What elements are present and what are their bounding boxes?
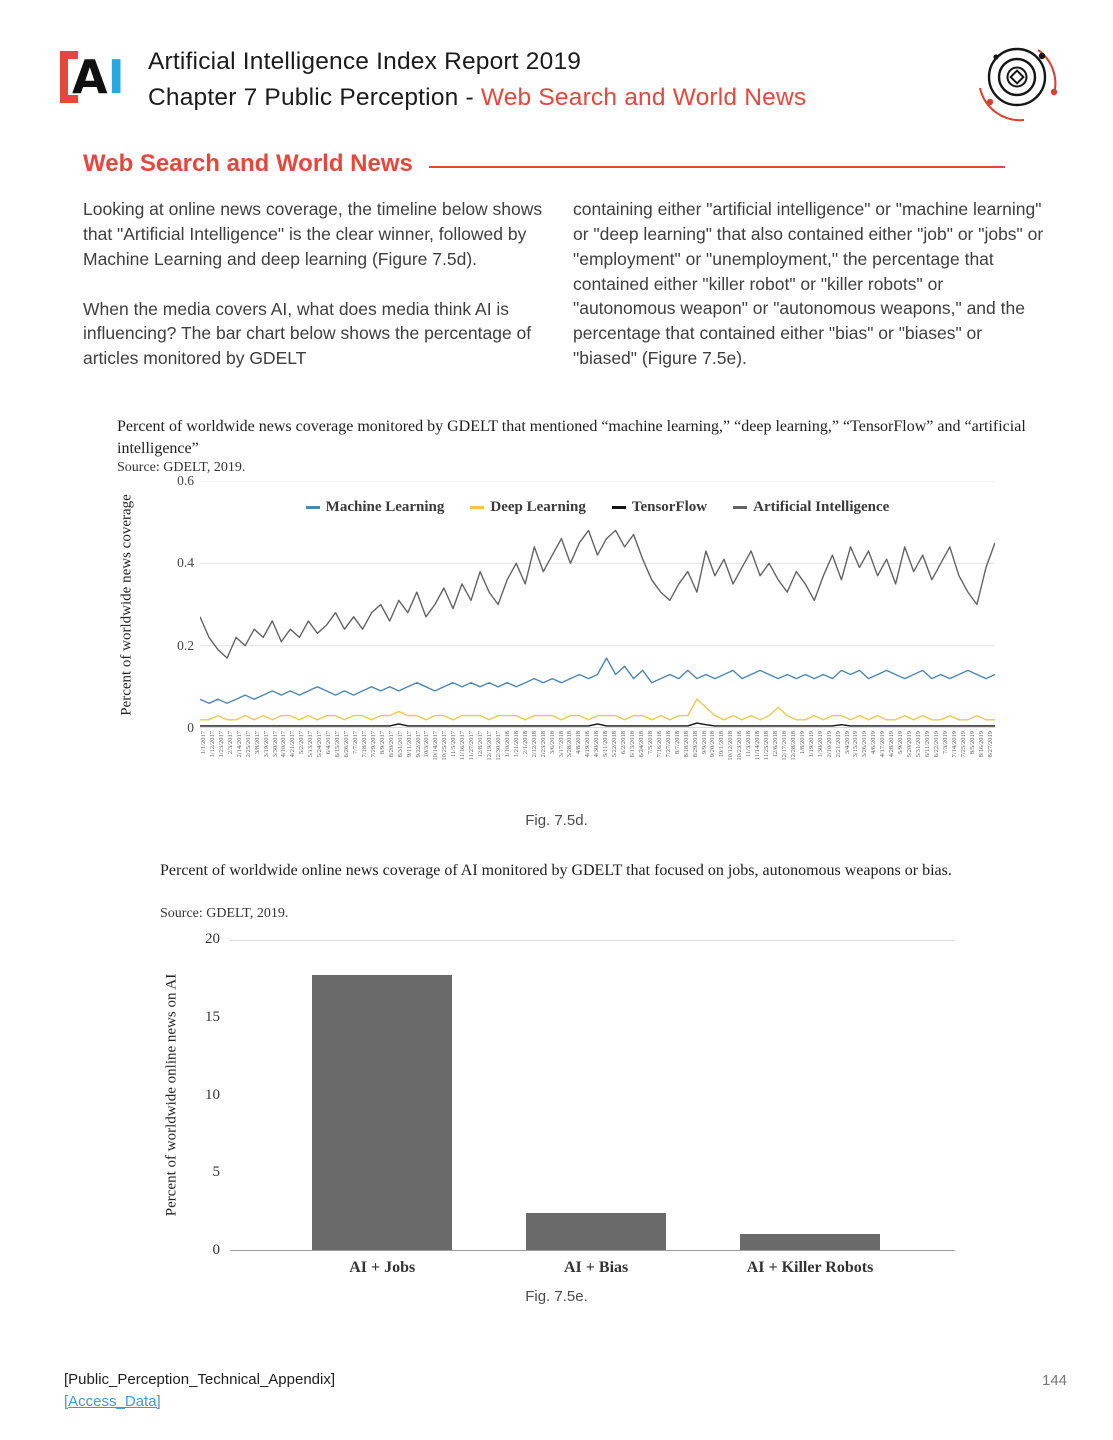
- section-heading: [83, 150, 1005, 178]
- fig1-x-tick-label: 8/20/2017: [387, 731, 395, 758]
- fig1-x-tick-label: 3/17/2018: [557, 731, 565, 758]
- fig1-y-axis-label: Percent of worldwide news coverage: [118, 494, 135, 716]
- fig1-x-tick-label: 1/12/2017: [208, 731, 216, 758]
- legend-item-deep-learning: [470, 499, 585, 516]
- fig1-x-tick-label: 6/13/2018: [629, 731, 636, 758]
- gridline: [230, 940, 955, 941]
- fig1-x-tick-label: 2/23/2018: [539, 731, 547, 758]
- fig1-x-tick-label: 3/4/2019: [843, 731, 851, 755]
- fig1-x-tick-label: 1/21/2018: [512, 731, 520, 758]
- fig1-x-tick-label: 11/25/2018: [763, 731, 771, 761]
- line-tensorflow: [200, 723, 995, 726]
- chapter-subtitle-highlight: Web Search and World News: [480, 84, 807, 111]
- fig1-x-tick-label: 2/14/2017: [235, 731, 243, 758]
- bar-ai-bias: [526, 1213, 666, 1250]
- bar-ai-jobs: [312, 975, 452, 1250]
- fig1-x-tick-label: 3/8/2017: [253, 731, 261, 755]
- legend-label: TensorFlow: [631, 499, 708, 515]
- fig1-x-tick-label: 4/8/2018: [575, 731, 583, 755]
- fig1-title: Percent of worldwide news coverage monitored by GDELT that mentioned “machine learning,” “deep learning,” “TensorFlow” and “artificial intelligence”: [117, 418, 1026, 457]
- fig1-x-tick-label: 9/22/2017: [414, 731, 422, 758]
- fig1-x-tick-label: 4/6/2019: [870, 731, 878, 755]
- line-machine-learning: [200, 658, 995, 703]
- page-number: 144: [1042, 1372, 1068, 1389]
- fig1-x-tick-label: 12/8/2017: [477, 731, 485, 758]
- fig1-y-tick-label: 0.4: [177, 555, 194, 571]
- legend-dash-icon: [306, 506, 320, 509]
- fig1-x-tick-label: 7/18/2017: [360, 731, 368, 758]
- fig2-plot-area: [230, 940, 955, 1251]
- fig1-x-tick-label: 1/1/2017: [200, 731, 207, 755]
- fig1-x-tick-label: 11/27/2017: [468, 731, 476, 761]
- fig2-title: Percent of worldwide online news coverage of AI monitored by GDELT that focused on jobs, autonomous weapons or bias.: [160, 862, 952, 879]
- fig1-x-tick-label: 9/20/2018: [709, 731, 717, 758]
- fig1-x-tick-label: 1/19/2019: [807, 731, 815, 758]
- fig1-x-tick-label: 2/12/2018: [530, 731, 538, 758]
- fig1-x-tick-label: 1/8/2019: [798, 731, 806, 755]
- fig1-x-tick-label: 5/9/2019: [897, 731, 905, 755]
- fig1-x-tick-label: 5/24/2017: [316, 731, 324, 758]
- fig1-caption: Fig. 7.5d.: [525, 812, 588, 829]
- fig1-x-tick-label: 7/7/2017: [351, 731, 359, 755]
- fig1-x-tick-label: 7/14/2019: [950, 731, 958, 758]
- legend-dash-icon: [612, 506, 626, 509]
- fig1-x-tick-label: 6/11/2019: [923, 731, 931, 758]
- fig1-x-tick-label: 3/6/2018: [548, 731, 556, 755]
- chapter-subtitle: [148, 84, 806, 112]
- fig1-x-tick-label: 8/7/2018: [673, 731, 681, 755]
- fig1-x-tick-label: 6/4/2017: [325, 731, 333, 755]
- fig2-y-tick-label: 0: [212, 1242, 220, 1258]
- fig2-category-labels: [230, 1259, 955, 1285]
- ai-index-logo: [60, 46, 125, 108]
- fig1-y-tick-label: 0.6: [177, 473, 194, 488]
- fig1-x-tick-label: 8/27/2019: [986, 731, 994, 758]
- fig1-x-tick-label: 4/17/2019: [879, 731, 887, 758]
- fig1-x-tick-label: 12/6/2018: [772, 731, 779, 758]
- fig1-x-tick-label: 6/22/2019: [932, 731, 940, 758]
- fig1-x-tick-label: 1/30/2019: [816, 731, 824, 758]
- report-header: [148, 48, 806, 112]
- fig2-source: Source: GDELT, 2019.: [160, 906, 289, 921]
- fig1-x-tick-label: 10/23/2018: [736, 731, 744, 761]
- fig1-plot-area: [200, 481, 995, 728]
- fig1-x-tick-label: 11/14/2018: [754, 731, 762, 761]
- fig2-category-label: AI + Jobs: [349, 1259, 416, 1276]
- fig1-x-tick-label: 5/13/2017: [307, 731, 315, 758]
- fig1-x-tick-label: 5/31/2019: [915, 731, 922, 758]
- fig1-x-tick-label: 5/11/2018: [602, 731, 610, 758]
- access-data-link[interactable]: [Access_Data]: [64, 1393, 161, 1410]
- fig1-x-tick-label: 12/30/2017: [494, 731, 502, 761]
- fig1-x-tick-label: 8/16/2019: [977, 731, 985, 758]
- fig2-y-tick-label: 20: [205, 931, 220, 947]
- fig1-x-tick-label: 10/1/2018: [718, 731, 726, 758]
- fig2-y-tick-label: 5: [212, 1164, 220, 1181]
- report-title: Artificial Intelligence Index Report 2019: [148, 48, 582, 75]
- body-paragraph: When the media covers AI, what does media think AI is influencing? The bar chart below shows the percentage of articles monitored by GDELT: [83, 298, 532, 369]
- fig1-x-tick-label: 3/15/2019: [852, 731, 860, 758]
- footer-appendix-label: [Public_Perception_Technical_Appendix]: [64, 1371, 336, 1388]
- fig1-legend: [200, 499, 995, 516]
- fig1-x-tick-label: 11/5/2017: [450, 731, 458, 758]
- fig1-y-tick-label: 0: [187, 720, 194, 735]
- fig2-y-tick-label: 15: [205, 1008, 220, 1025]
- fig1-x-tick-label: 5/20/2019: [906, 731, 914, 758]
- fig1-x-tick-label: 8/29/2018: [691, 731, 699, 758]
- fig1-x-tick-label: 8/5/2019: [968, 731, 976, 755]
- fig1-x-tick-label: 10/14/2017: [432, 731, 440, 761]
- chapter-subtitle-prefix: Chapter 7 Public Perception -: [148, 84, 481, 111]
- footer-access-data: [64, 1393, 161, 1410]
- fig1-x-tick-label: 8/31/2017: [396, 731, 404, 758]
- fig2-y-axis-label: Percent of worldwide online news on AI: [163, 973, 180, 1217]
- orbital-emblem-logo: [968, 32, 1064, 133]
- fig1-x-tick-label: 6/15/2017: [334, 731, 342, 758]
- section-rule: [429, 166, 1005, 168]
- fig1-x-tick-label: 3/30/2017: [271, 731, 279, 758]
- line-artificial-intelligence: [200, 530, 995, 658]
- body-paragraph: containing either "artificial intelligence" or "machine learning" or "deep learning" that also contained either "job" or "jobs" or "employment" or "unemployment," the percentage that contained either "killer robot" or "killer robots" or "autonomous weapon" or "autonomous weapons," and the percentage that contained either "bias" or "biases" or "biased" (Figure 7.5e).: [573, 199, 1044, 369]
- fig1-x-tick-label: 10/12/2018: [727, 731, 735, 761]
- fig2-category-label: AI + Bias: [564, 1259, 629, 1276]
- fig1-x-tick-label: 4/10/2017: [280, 731, 288, 758]
- fig1-x-tick-label: 3/19/2017: [262, 731, 270, 758]
- fig2-y-ticks: [176, 931, 220, 1258]
- fig1-x-tick-label: 4/21/2017: [289, 731, 297, 758]
- fig1-x-tick-label: 12/28/2018: [789, 731, 797, 761]
- orbital-emblem-icon: [968, 32, 1064, 128]
- fig1-x-tick-label: 2/21/2019: [834, 731, 842, 758]
- legend-item-tensorflow: [612, 499, 707, 516]
- legend-item-artificial-intelligence: [733, 499, 889, 516]
- fig1-y-tick-label: 0.2: [177, 637, 194, 653]
- legend-label: Machine Learning: [325, 499, 445, 515]
- fig1-x-tick-label: 3/26/2019: [861, 731, 869, 758]
- fig1-x-tick-label: 8/18/2018: [682, 731, 690, 758]
- fig1-x-tick-label: 7/29/2017: [369, 731, 377, 758]
- fig1-x-tick-label: 2/25/2017: [244, 731, 252, 758]
- section-title: Web Search and World News: [83, 150, 413, 177]
- fig2-y-tick-label: 10: [205, 1086, 220, 1103]
- body-column-left: [83, 197, 547, 371]
- legend-label: Deep Learning: [490, 499, 586, 515]
- fig1-x-tick-label: 9/11/2017: [405, 731, 413, 758]
- fig1-x-tick-label: 9/9/2018: [700, 731, 708, 755]
- fig1-x-tick-label: 2/1/2018: [521, 731, 529, 755]
- fig1-x-tick-label: 1/10/2018: [503, 731, 511, 758]
- logo-letter-i: I: [107, 50, 125, 104]
- fig1-x-tick-label: 2/10/2019: [825, 731, 833, 758]
- fig1-source: Source: GDELT, 2019.: [117, 460, 246, 475]
- body-paragraph: Looking at online news coverage, the timeline below shows that "Artificial Intelligence" is the clear winner, followed by Machine Learning and deep learning (Figure 7.5d).: [83, 199, 543, 269]
- fig1-x-tick-label: 7/3/2019: [941, 731, 949, 755]
- legend-label: Artificial Intelligence: [753, 499, 890, 515]
- fig1-x-tick-label: 10/25/2017: [441, 731, 449, 761]
- fig1-x-tick-label: 1/23/2017: [217, 731, 225, 758]
- fig1-x-tick-label: 11/16/2017: [459, 731, 467, 761]
- fig1-x-tick-label: 5/22/2018: [611, 731, 619, 758]
- fig1-x-ticks: [200, 731, 995, 791]
- fig1-x-tick-label: 12/17/2018: [780, 731, 788, 761]
- bar-ai-killer-robots: [740, 1234, 880, 1250]
- line-deep-learning: [200, 699, 995, 720]
- fig1-x-tick-label: 6/2/2018: [620, 731, 628, 755]
- line-chart-canvas: [200, 481, 995, 728]
- fig1-x-tick-label: 4/19/2018: [584, 731, 592, 758]
- fig2-caption: Fig. 7.5e.: [525, 1288, 588, 1305]
- legend-dash-icon: [470, 506, 484, 509]
- fig1-y-ticks: [150, 473, 194, 735]
- fig1-x-tick-label: 7/25/2019: [959, 731, 967, 758]
- fig1-x-tick-label: 6/24/2018: [637, 731, 645, 758]
- legend-item-machine-learning: [306, 499, 445, 516]
- fig1-x-tick-label: 6/26/2017: [343, 731, 350, 758]
- fig1-x-tick-label: 11/3/2018: [745, 731, 753, 758]
- fig2-category-label: AI + Killer Robots: [746, 1259, 874, 1276]
- fig1-x-tick-label: 5/2/2017: [298, 731, 306, 755]
- fig1-x-tick-label: 3/28/2018: [566, 731, 574, 758]
- fig1-x-tick-label: 2/3/2017: [226, 731, 234, 755]
- fig1-x-tick-label: 10/3/2017: [423, 731, 431, 758]
- fig1-x-tick-label: 8/9/2017: [378, 731, 386, 755]
- logo-letter-a: A: [72, 50, 108, 104]
- fig1-x-tick-label: 7/16/2018: [655, 731, 663, 758]
- legend-dash-icon: [733, 506, 747, 509]
- body-column-right: [573, 197, 1049, 371]
- fig1-x-tick-label: 12/19/2017: [486, 731, 493, 761]
- fig1-x-tick-label: 4/30/2018: [593, 731, 601, 758]
- fig1-x-tick-label: 7/27/2018: [664, 731, 672, 758]
- fig1-x-tick-label: 7/5/2018: [646, 731, 654, 755]
- fig1-x-tick-label: 4/28/2019: [888, 731, 896, 758]
